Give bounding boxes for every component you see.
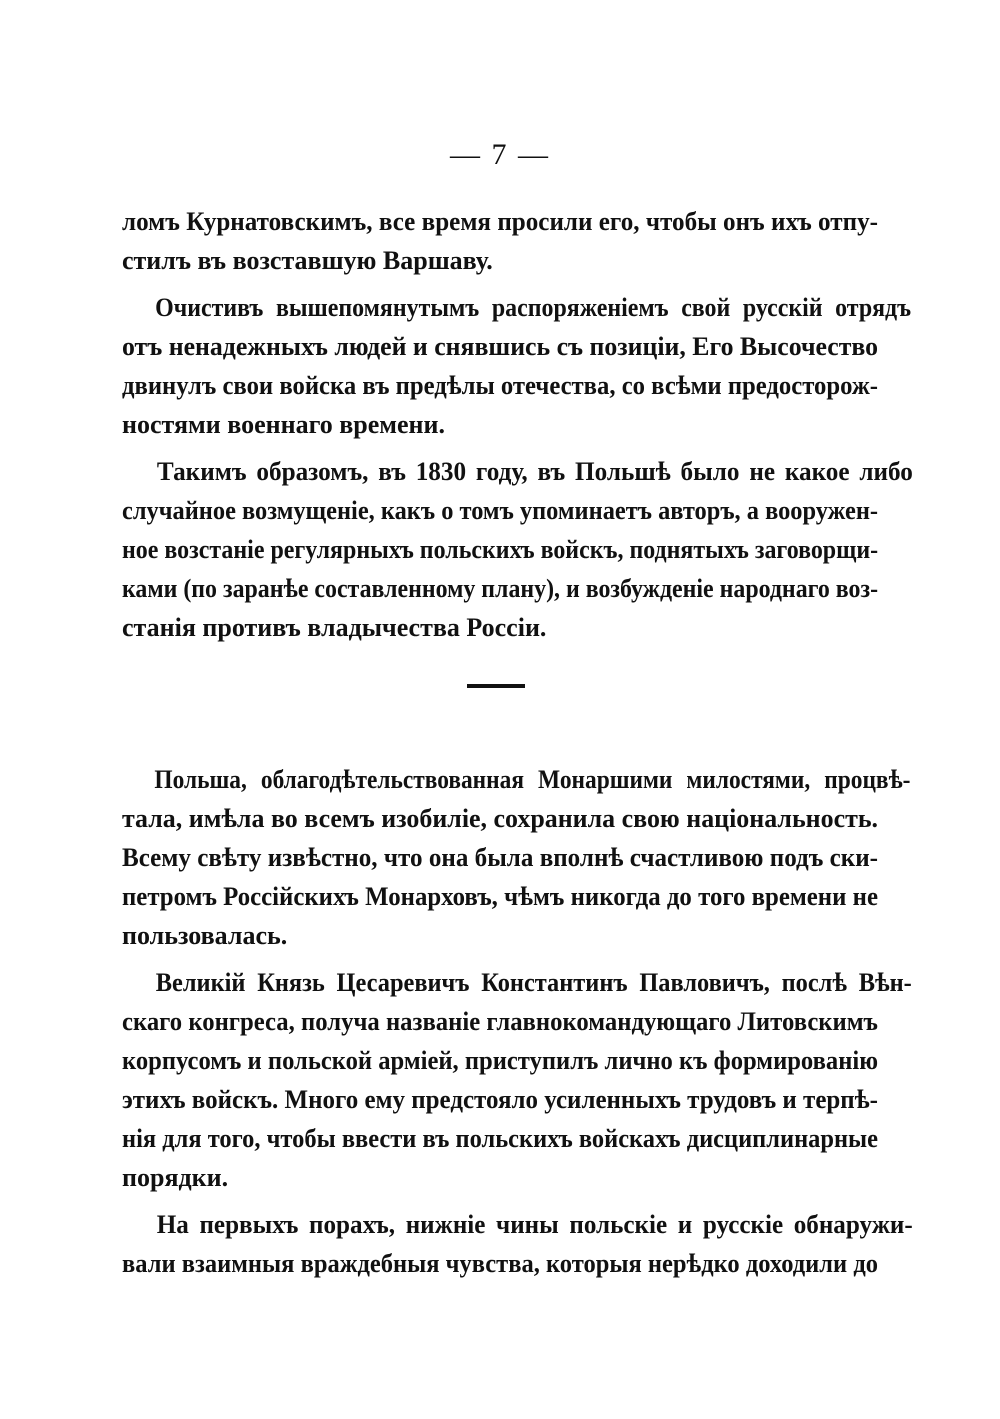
text-line: вали взаимныя враждебныя чувства, которыя нерѣдко доходили до bbox=[122, 1249, 878, 1278]
text-line: корпусомъ и польской арміей, приступилъ лично къ формированію bbox=[122, 1046, 879, 1075]
paragraph bbox=[122, 760, 911, 955]
text-line: Очистивъ вышепомянутымъ распоряженіемъ свой русскій отрядъ bbox=[155, 293, 912, 322]
text-section-2 bbox=[122, 760, 913, 1283]
text-line: Всему свѣту извѣстно, что она была вполнѣ счастливою подъ ски- bbox=[122, 843, 879, 872]
text-line: Великій Князь Цесаревичъ Константинъ Павловичъ, послѣ Вѣн- bbox=[155, 968, 912, 997]
page-number: — 7 — bbox=[450, 138, 550, 171]
text-line: двинулъ свои войска въ предѣлы отечества, со всѣми предосторож- bbox=[122, 371, 878, 400]
text-section-1 bbox=[122, 202, 913, 647]
text-line: ное возстаніе регулярныхъ польскихъ войскъ, поднятыхъ заговорщи- bbox=[122, 535, 879, 564]
text-line: случайное возмущеніе, какъ о томъ упоминаетъ авторъ, а вооружен- bbox=[122, 496, 879, 525]
text-line: отъ ненадежныхъ людей и снявшись съ позиціи, Его Высочество bbox=[122, 332, 879, 361]
paragraph bbox=[122, 1205, 913, 1283]
paragraph bbox=[122, 963, 912, 1197]
text-line: этихъ войскъ. Много ему предстояло усиленныхъ трудовъ и терпѣ- bbox=[122, 1085, 878, 1114]
paragraph bbox=[122, 202, 878, 280]
text-line: тала, имѣла во всемъ изобиліе, сохранила свою національность. bbox=[122, 804, 879, 833]
text-line: ками (по заранѣе составленному плану), и возбужденіе народнаго воз- bbox=[122, 574, 879, 603]
text-line: нія для того, чтобы ввести въ польскихъ войскахъ дисциплинарные bbox=[122, 1124, 879, 1153]
text-line: скаго конгреса, получа названіе главнокомандующаго Литовскимъ bbox=[122, 1007, 878, 1036]
text-line: На первыхъ порахъ, нижніе чины польскіе и русскіе обнаружи- bbox=[156, 1210, 913, 1239]
text-line: пользовалась. bbox=[122, 921, 288, 950]
paragraph bbox=[122, 452, 913, 647]
text-line: ломъ Курнатовскимъ, все время просили его, чтобы онъ ихъ отпу- bbox=[122, 207, 878, 236]
text-line: порядки. bbox=[122, 1163, 229, 1192]
paragraph bbox=[122, 288, 912, 444]
text-line: станія противъ владычества Россіи. bbox=[122, 613, 547, 642]
text-line: ностями военнаго времени. bbox=[122, 410, 445, 439]
text-line: стилъ въ возставшую Варшаву. bbox=[122, 246, 493, 275]
text-line: петромъ Россійскихъ Монарховъ, чѣмъ никогда до того времени не bbox=[122, 882, 878, 911]
text-line: Такимъ образомъ, въ 1830 году, въ Польшѣ было не какое либо bbox=[156, 457, 913, 486]
section-divider bbox=[467, 684, 525, 688]
text-line: Польша, облагодѣтельствованная Монаршими милостями, процвѣ- bbox=[154, 765, 911, 794]
